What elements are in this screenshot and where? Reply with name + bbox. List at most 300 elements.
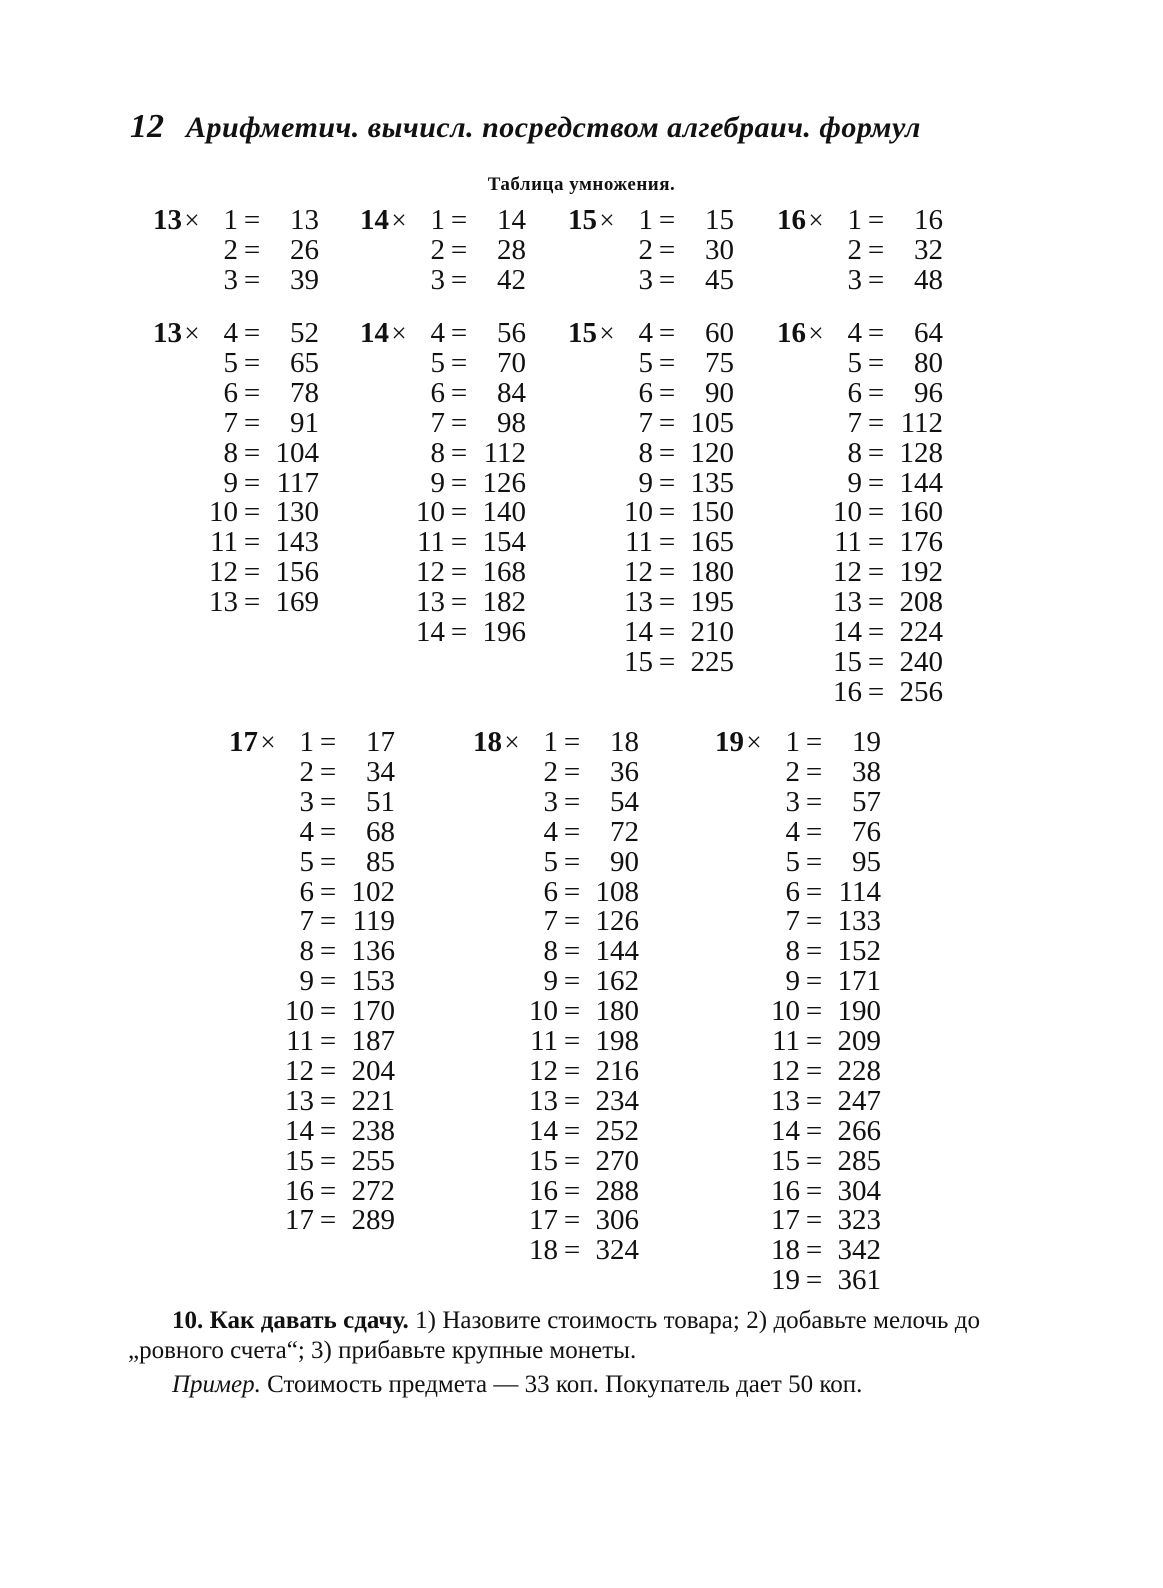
table-row	[764, 468, 1084, 498]
equals-sign: =	[805, 935, 823, 968]
equals-sign: =	[563, 1114, 581, 1147]
product: 56	[497, 317, 526, 349]
multiplier: 5	[299, 845, 314, 878]
equals-sign: =	[450, 204, 468, 236]
multiplier: 10	[529, 995, 558, 1028]
product: 306	[595, 1204, 639, 1237]
multiplier: 11	[286, 1025, 314, 1057]
product: 112	[483, 436, 526, 469]
product: 112	[900, 406, 943, 439]
equals-sign: =	[563, 1174, 581, 1207]
multiplier: 4	[847, 317, 862, 349]
multiplier: 7	[543, 905, 558, 938]
table-row	[702, 787, 1022, 817]
equals-sign: =	[658, 586, 676, 619]
product: 60	[705, 317, 734, 349]
equals-sign: =	[243, 526, 261, 559]
example-label: Пример.	[172, 1371, 261, 1398]
table-row	[764, 378, 1084, 408]
equals-sign: =	[450, 556, 468, 589]
product: 152	[837, 935, 881, 968]
multiplier: 14	[529, 1114, 558, 1147]
product: 156	[275, 556, 319, 589]
multiplier: 16	[285, 1174, 314, 1207]
times-sign: ×	[504, 727, 520, 757]
multiplier: 8	[223, 436, 238, 469]
equals-sign: =	[243, 436, 261, 469]
section-heading: 10. Как давать сдачу.	[172, 1307, 409, 1334]
multiplier: 5	[785, 845, 800, 878]
product: 176	[899, 526, 943, 559]
times-sign: ×	[808, 318, 824, 348]
table-row	[702, 847, 1022, 877]
equals-sign: =	[658, 233, 676, 266]
paragraph-change	[128, 1306, 980, 1366]
multiplier: 19	[771, 1264, 800, 1297]
equals-sign: =	[319, 1144, 337, 1177]
multiplier: 4	[638, 317, 653, 349]
table-row	[702, 1056, 1022, 1086]
product: 72	[610, 815, 639, 848]
product: 84	[497, 376, 526, 409]
base-number: 15	[568, 204, 597, 236]
multiplier: 17	[285, 1204, 314, 1237]
table-row	[764, 527, 1084, 557]
product: 144	[595, 935, 639, 968]
multiplier: 4	[430, 317, 445, 349]
multiplier: 16	[771, 1174, 800, 1207]
multiplier: 13	[209, 586, 238, 619]
product: 136	[351, 935, 395, 968]
multiplier: 6	[847, 376, 862, 409]
product: 252	[595, 1114, 639, 1147]
equals-sign: =	[563, 845, 581, 878]
multiplier: 7	[638, 406, 653, 439]
table-title: Таблица умножения.	[487, 174, 676, 195]
product: 19	[852, 726, 881, 758]
table-row	[764, 497, 1084, 527]
product: 171	[837, 965, 881, 998]
product: 153	[351, 965, 395, 998]
paragraph-example	[128, 1370, 980, 1400]
base-number: 16	[777, 204, 806, 236]
base-number: 14	[360, 317, 389, 349]
multiplier: 5	[638, 346, 653, 379]
multiplier: 8	[785, 935, 800, 968]
table-row	[702, 1176, 1022, 1206]
multiplier: 1	[223, 204, 238, 236]
base-number: 19	[715, 726, 744, 758]
product: 240	[899, 645, 943, 678]
equals-sign: =	[658, 645, 676, 678]
multiplier: 18	[771, 1234, 800, 1267]
multiplier: 14	[624, 616, 653, 648]
multiplier: 8	[430, 436, 445, 469]
multiplier: 14	[285, 1114, 314, 1147]
table-row	[702, 1265, 1022, 1295]
equals-sign: =	[243, 346, 261, 379]
product: 150	[690, 496, 734, 529]
multiplier: 12	[209, 556, 238, 589]
product: 85	[366, 845, 395, 878]
product: 190	[837, 995, 881, 1028]
product: 210	[690, 616, 734, 648]
equals-sign: =	[243, 376, 261, 409]
equals-sign: =	[805, 965, 823, 998]
product: 32	[914, 233, 943, 266]
equals-sign: =	[319, 1084, 337, 1117]
multiplier: 7	[847, 406, 862, 439]
product: 198	[595, 1025, 639, 1057]
equals-sign: =	[319, 875, 337, 908]
equals-sign: =	[243, 263, 261, 296]
multiplier: 10	[771, 995, 800, 1028]
product: 182	[482, 586, 526, 619]
equals-sign: =	[658, 317, 676, 349]
equals-sign: =	[319, 995, 337, 1028]
multiplier: 2	[847, 233, 862, 266]
equals-sign: =	[867, 406, 885, 439]
table-row	[764, 557, 1084, 587]
product: 108	[595, 875, 639, 908]
equals-sign: =	[243, 204, 261, 236]
equals-sign: =	[319, 726, 337, 758]
equals-sign: =	[450, 346, 468, 379]
multiplier: 7	[430, 406, 445, 439]
equals-sign: =	[450, 466, 468, 499]
equals-sign: =	[563, 965, 581, 998]
product: 256	[899, 675, 943, 708]
equals-sign: =	[805, 815, 823, 848]
equals-sign: =	[658, 526, 676, 559]
multiplier: 2	[299, 755, 314, 788]
product: 117	[276, 466, 319, 499]
multiplier: 9	[543, 965, 558, 998]
base-number: 13	[153, 204, 182, 236]
equals-sign: =	[319, 905, 337, 938]
equals-sign: =	[319, 1054, 337, 1087]
times-sign: ×	[599, 318, 615, 348]
multiplier: 18	[529, 1234, 558, 1267]
multiplier: 11	[530, 1025, 558, 1057]
equals-sign: =	[450, 586, 468, 619]
times-sign: ×	[391, 205, 407, 235]
product: 34	[366, 755, 395, 788]
product: 114	[838, 875, 881, 908]
multiplier: 13	[833, 586, 862, 619]
product: 57	[852, 785, 881, 818]
table-row	[702, 1086, 1022, 1116]
equals-sign: =	[450, 406, 468, 439]
product: 342	[837, 1234, 881, 1267]
table-row	[702, 996, 1022, 1026]
multiplier: 10	[624, 496, 653, 529]
product: 225	[690, 645, 734, 678]
product: 196	[482, 616, 526, 648]
product: 216	[595, 1054, 639, 1087]
product: 285	[837, 1144, 881, 1177]
equals-sign: =	[243, 586, 261, 619]
equals-sign: =	[563, 1234, 581, 1267]
equals-sign: =	[319, 1204, 337, 1237]
product: 120	[690, 436, 734, 469]
product: 144	[899, 466, 943, 499]
multiplier: 17	[771, 1204, 800, 1237]
multiplier: 12	[285, 1054, 314, 1087]
equals-sign: =	[243, 556, 261, 589]
multiplier: 2	[430, 233, 445, 266]
multiplier: 9	[785, 965, 800, 998]
multiplier: 14	[416, 616, 445, 648]
product: 187	[351, 1025, 395, 1057]
equals-sign: =	[563, 1144, 581, 1177]
multiplier: 6	[785, 875, 800, 908]
multiplier: 11	[417, 526, 445, 559]
equals-sign: =	[563, 905, 581, 938]
table-row	[764, 318, 1084, 348]
equals-sign: =	[867, 556, 885, 589]
multiplier: 10	[209, 496, 238, 529]
equals-sign: =	[563, 935, 581, 968]
product: 95	[852, 845, 881, 878]
equals-sign: =	[563, 1204, 581, 1237]
product: 208	[899, 586, 943, 619]
multiplier: 6	[430, 376, 445, 409]
product: 36	[610, 755, 639, 788]
multiplier: 6	[638, 376, 653, 409]
multiplier: 7	[223, 406, 238, 439]
base-number: 18	[473, 726, 502, 758]
multiplier: 2	[223, 233, 238, 266]
product: 80	[914, 346, 943, 379]
equals-sign: =	[319, 935, 337, 968]
product: 51	[366, 785, 395, 818]
equals-sign: =	[658, 263, 676, 296]
product: 76	[852, 815, 881, 848]
equals-sign: =	[563, 815, 581, 848]
multiplier: 3	[543, 785, 558, 818]
multiplier: 10	[416, 496, 445, 529]
multiplier: 15	[285, 1144, 314, 1177]
product: 128	[899, 436, 943, 469]
product: 17	[366, 726, 395, 758]
equals-sign: =	[319, 785, 337, 818]
product: 270	[595, 1144, 639, 1177]
product: 70	[497, 346, 526, 379]
multiplier: 11	[210, 526, 238, 559]
table-row	[702, 817, 1022, 847]
product: 238	[351, 1114, 395, 1147]
product: 170	[351, 995, 395, 1028]
multiplier: 3	[785, 785, 800, 818]
product: 39	[290, 263, 319, 296]
multiplier: 6	[299, 875, 314, 908]
equals-sign: =	[319, 845, 337, 878]
product: 54	[610, 785, 639, 818]
equals-sign: =	[867, 675, 885, 708]
product: 126	[482, 466, 526, 499]
equals-sign: =	[563, 755, 581, 788]
multiplier: 13	[529, 1084, 558, 1117]
multiplier: 1	[299, 726, 314, 758]
equals-sign: =	[867, 466, 885, 499]
product: 96	[914, 376, 943, 409]
equals-sign: =	[243, 496, 261, 529]
product: 195	[690, 586, 734, 619]
product: 104	[275, 436, 319, 469]
multiplier: 9	[847, 466, 862, 499]
multiplier: 5	[430, 346, 445, 379]
equals-sign: =	[563, 785, 581, 818]
equals-sign: =	[450, 616, 468, 648]
equals-sign: =	[563, 1084, 581, 1117]
equals-sign: =	[805, 1144, 823, 1177]
product: 65	[290, 346, 319, 379]
table-row	[702, 727, 1022, 757]
table-row	[764, 205, 1084, 235]
multiplier: 5	[223, 346, 238, 379]
product: 140	[482, 496, 526, 529]
multiplier: 15	[624, 645, 653, 678]
table-row	[702, 966, 1022, 996]
equals-sign: =	[563, 1025, 581, 1057]
page-number: 12	[130, 108, 164, 145]
equals-sign: =	[319, 1114, 337, 1147]
product: 90	[610, 845, 639, 878]
multiplier: 11	[772, 1025, 800, 1057]
equals-sign: =	[805, 1054, 823, 1087]
times-sign: ×	[599, 205, 615, 235]
equals-sign: =	[319, 1174, 337, 1207]
multiplier: 1	[847, 204, 862, 236]
multiplier: 16	[529, 1174, 558, 1207]
multiplier: 12	[416, 556, 445, 589]
multiplier: 15	[833, 645, 862, 678]
equals-sign: =	[805, 1204, 823, 1237]
table-row	[764, 647, 1084, 677]
multiplier: 8	[543, 935, 558, 968]
multiplier: 17	[529, 1204, 558, 1237]
equals-sign: =	[867, 586, 885, 619]
times-sign: ×	[808, 205, 824, 235]
equals-sign: =	[805, 1174, 823, 1207]
multiplier: 6	[543, 875, 558, 908]
product: 224	[899, 616, 943, 648]
product: 160	[899, 496, 943, 529]
equals-sign: =	[658, 346, 676, 379]
product: 288	[595, 1174, 639, 1207]
product: 180	[690, 556, 734, 589]
multiplier: 5	[543, 845, 558, 878]
product: 304	[837, 1174, 881, 1207]
multiplier: 13	[416, 586, 445, 619]
product: 38	[852, 755, 881, 788]
table-row	[764, 235, 1084, 265]
base-number: 15	[568, 317, 597, 349]
product: 91	[290, 406, 319, 439]
multiplier: 3	[847, 263, 862, 296]
product: 105	[690, 406, 734, 439]
equals-sign: =	[563, 726, 581, 758]
product: 90	[705, 376, 734, 409]
multiplier: 9	[299, 965, 314, 998]
equals-sign: =	[563, 875, 581, 908]
equals-sign: =	[867, 616, 885, 648]
product: 45	[705, 263, 734, 296]
multiplier: 9	[223, 466, 238, 499]
multiplier: 1	[785, 726, 800, 758]
equals-sign: =	[450, 263, 468, 296]
multiplier: 14	[771, 1114, 800, 1147]
table-row	[764, 587, 1084, 617]
equals-sign: =	[450, 436, 468, 469]
multiplier: 9	[638, 466, 653, 499]
product: 324	[595, 1234, 639, 1267]
product: 130	[275, 496, 319, 529]
equals-sign: =	[243, 317, 261, 349]
equals-sign: =	[658, 436, 676, 469]
table-row	[702, 1205, 1022, 1235]
equals-sign: =	[658, 556, 676, 589]
product: 13	[290, 204, 319, 236]
equals-sign: =	[805, 755, 823, 788]
table-row	[702, 1235, 1022, 1265]
equals-sign: =	[867, 496, 885, 529]
product: 133	[837, 905, 881, 938]
times-sign: ×	[184, 205, 200, 235]
multiplier: 14	[833, 616, 862, 648]
equals-sign: =	[867, 233, 885, 266]
base-number: 13	[153, 317, 182, 349]
multiplier: 9	[430, 466, 445, 499]
product: 98	[497, 406, 526, 439]
table-row	[764, 265, 1084, 295]
multiplier: 8	[847, 436, 862, 469]
multiplier: 2	[785, 755, 800, 788]
equals-sign: =	[805, 726, 823, 758]
equals-sign: =	[658, 616, 676, 648]
equals-sign: =	[805, 845, 823, 878]
equals-sign: =	[319, 815, 337, 848]
product: 209	[837, 1025, 881, 1057]
equals-sign: =	[243, 466, 261, 499]
paragraph-body: 1) Назовите стоимость товара; 2) добавьте мелочь до „ровного счета“; 3) прибавьте крупные монеты.	[128, 1307, 980, 1364]
product: 289	[351, 1204, 395, 1237]
multiplier: 13	[771, 1084, 800, 1117]
multiplier: 8	[638, 436, 653, 469]
table-row	[764, 617, 1084, 647]
equals-sign: =	[319, 965, 337, 998]
equals-sign: =	[319, 755, 337, 788]
product: 180	[595, 995, 639, 1028]
table-row	[764, 348, 1084, 378]
product: 272	[351, 1174, 395, 1207]
multiplier: 3	[430, 263, 445, 296]
running-title: Арифметич. вычисл. посредством алгебраич. формул	[186, 111, 921, 144]
base-number: 16	[777, 317, 806, 349]
equals-sign: =	[658, 376, 676, 409]
product: 228	[837, 1054, 881, 1087]
multiplier: 7	[299, 905, 314, 938]
equals-sign: =	[805, 875, 823, 908]
multiplier: 7	[785, 905, 800, 938]
table-row	[764, 677, 1084, 707]
times-sign: ×	[260, 727, 276, 757]
equals-sign: =	[563, 995, 581, 1028]
equals-sign: =	[867, 645, 885, 678]
equals-sign: =	[805, 785, 823, 818]
equals-sign: =	[658, 406, 676, 439]
